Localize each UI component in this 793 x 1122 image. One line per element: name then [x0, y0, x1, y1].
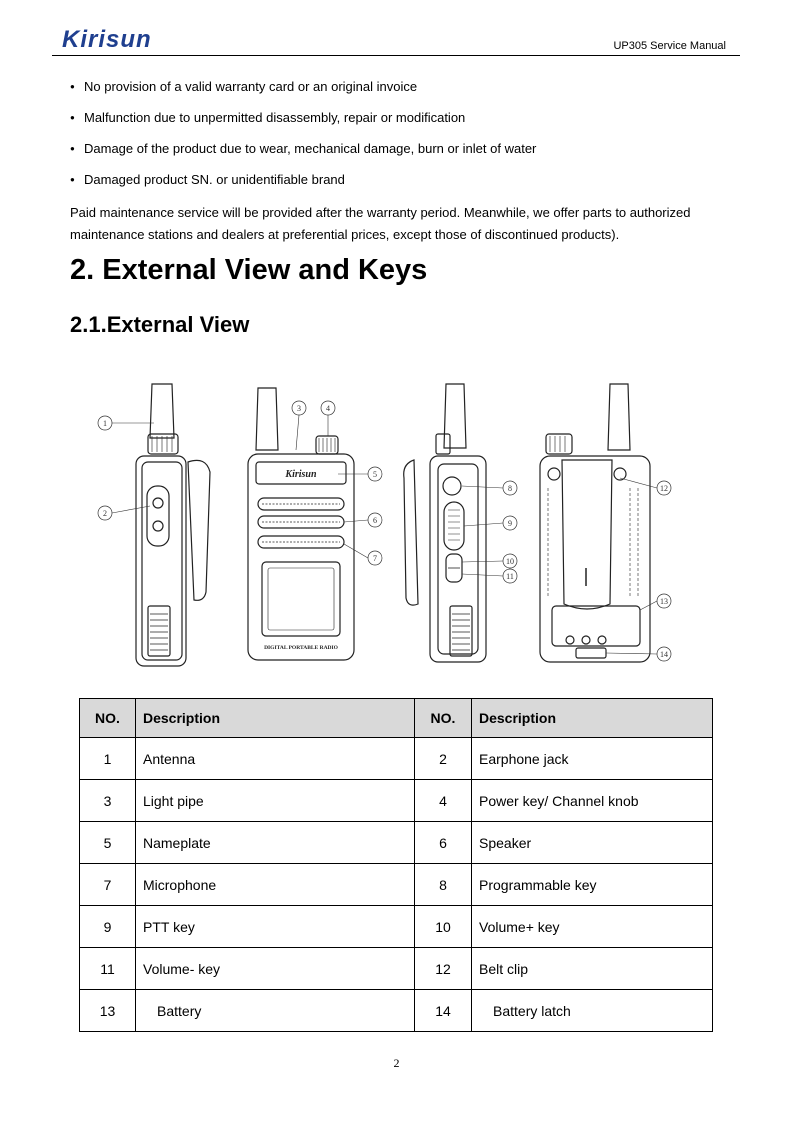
radio-front-view — [248, 388, 354, 660]
callout-number: 14 — [660, 650, 668, 659]
table-cell: 10 — [415, 906, 472, 948]
table-cell: Volume+ key — [472, 906, 713, 948]
table-row — [80, 906, 713, 948]
table-row — [80, 780, 713, 822]
callout-number: 2 — [103, 509, 107, 518]
table-cell: Power key/ Channel knob — [472, 780, 713, 822]
table-cell: 12 — [415, 948, 472, 990]
maintenance-paragraph: Paid maintenance service will be provided after the warranty period. Meanwhile, we offer parts to authorized maintenance stations and dealers at preferential prices, except those of discontinued products). — [70, 205, 691, 242]
callout-number: 11 — [506, 572, 514, 581]
column-header: Description — [136, 699, 415, 738]
callout-number: 3 — [297, 404, 301, 413]
column-header: NO. — [415, 699, 472, 738]
table-cell: 1 — [80, 738, 136, 780]
callout-number: 9 — [508, 519, 512, 528]
logo-text: Kirisun — [62, 26, 152, 53]
table-cell: Belt clip — [472, 948, 713, 990]
table-row — [80, 948, 713, 990]
list-item: ● Damage of the product due to wear, mechanical damage, burn or inlet of water — [70, 140, 740, 171]
table-cell: Battery latch — [472, 990, 713, 1032]
radio-back-view — [540, 384, 650, 662]
radio-left-side-view — [136, 384, 210, 666]
table-cell: 8 — [415, 864, 472, 906]
section-heading: 2. External View and Keys — [70, 254, 428, 286]
header-divider — [52, 55, 740, 56]
subsection-heading: 2.1.External View — [70, 312, 250, 337]
table-cell: 5 — [80, 822, 136, 864]
table-cell: PTT key — [136, 906, 415, 948]
callout-number: 8 — [508, 484, 512, 493]
callout-leaders — [112, 415, 657, 654]
callout-number: 12 — [660, 484, 668, 493]
table-cell: 14 — [415, 990, 472, 1032]
table-cell: Antenna — [136, 738, 415, 780]
table-cell: 7 — [80, 864, 136, 906]
callout-number: 1 — [103, 419, 107, 428]
table-cell: Battery — [136, 990, 415, 1032]
table-cell: 9 — [80, 906, 136, 948]
page-header — [58, 26, 740, 56]
table-cell: 13 — [80, 990, 136, 1032]
parts-description-table — [79, 698, 713, 1032]
table-cell: Nameplate — [136, 822, 415, 864]
table-header-row — [80, 699, 713, 738]
column-header: NO. — [80, 699, 136, 738]
table-cell: Speaker — [472, 822, 713, 864]
table-cell: 3 — [80, 780, 136, 822]
table-cell: Earphone jack — [472, 738, 713, 780]
table-cell: Microphone — [136, 864, 415, 906]
callout-number: 4 — [326, 404, 330, 413]
warranty-exclusion-list — [70, 78, 740, 202]
callout-number: 10 — [506, 557, 514, 566]
radio-right-side-view — [404, 384, 486, 662]
table-row — [80, 738, 713, 780]
radio-external-view-diagram — [90, 378, 710, 668]
column-header: Description — [472, 699, 713, 738]
table-cell: 2 — [415, 738, 472, 780]
list-item: ● No provision of a valid warranty card or an original invoice — [70, 78, 740, 109]
list-item: ● Damaged product SN. or unidentifiable brand — [70, 171, 740, 202]
kirisun-logo — [62, 26, 152, 54]
table-cell: 6 — [415, 822, 472, 864]
document-title: UP305 Service Manual — [613, 40, 726, 52]
table-cell: 11 — [80, 948, 136, 990]
list-item: ● Malfunction due to unpermitted disassembly, repair or modification — [70, 109, 740, 140]
callout-number: 13 — [660, 597, 668, 606]
callout-number: 7 — [373, 554, 377, 563]
page-number: 2 — [393, 1056, 400, 1070]
callout-number: 5 — [373, 470, 377, 479]
callout-number: 6 — [373, 516, 377, 525]
table-cell: Programmable key — [472, 864, 713, 906]
table-row — [80, 822, 713, 864]
table-row — [80, 990, 713, 1032]
table-row — [80, 864, 713, 906]
table-cell: 4 — [415, 780, 472, 822]
table-cell: Volume- key — [136, 948, 415, 990]
table-cell: Light pipe — [136, 780, 415, 822]
front-logo: Kirisun — [285, 469, 317, 480]
front-model-label: DIGITAL PORTABLE RADIO — [264, 645, 338, 651]
